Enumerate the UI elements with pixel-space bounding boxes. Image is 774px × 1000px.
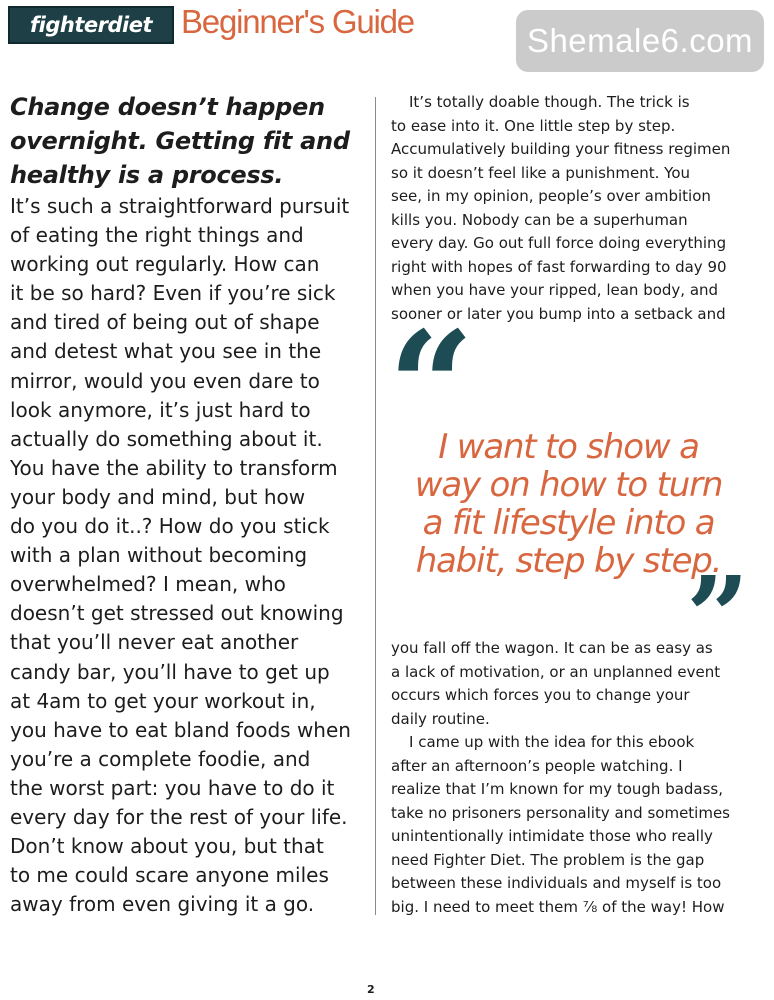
pull-quote-line: I want to show a: [438, 427, 699, 467]
body-line: It’s such a straightforward pursuit: [10, 194, 350, 218]
body-line: a lack of motivation, or an unplanned event: [391, 662, 721, 681]
body-line: you’re a complete foodie, and: [10, 746, 311, 771]
body-line: every day for the rest of your life.: [10, 804, 348, 829]
watermark: [516, 10, 764, 72]
left-body-text: [10, 192, 365, 919]
body-line: at 4am to get your workout in,: [10, 688, 316, 713]
body-line: do you do it..? How do you stick: [10, 514, 330, 539]
lead-line: Change doesn’t happen: [10, 93, 325, 121]
body-line: occurs which forces you to change your: [391, 686, 690, 704]
body-line: kills you. Nobody can be a superhuman: [391, 210, 688, 229]
body-line: you have to eat bland foods when: [10, 717, 351, 742]
page-number: 2: [367, 983, 375, 996]
body-line: it be so hard? Even if you’re sick: [10, 281, 336, 306]
body-line: and tired of being out of shape: [10, 310, 320, 335]
body-line: to me could scare anyone miles: [10, 863, 329, 888]
body-line: realize that I’m known for my tough badass,: [391, 780, 724, 798]
right-bottom-text: [391, 637, 751, 919]
body-line: You have the ability to transform: [10, 455, 338, 480]
body-line: and detest what you see in the: [10, 339, 322, 364]
brand-logo: [8, 6, 174, 44]
column-divider: [375, 97, 376, 915]
body-line: big. I need to meet them ⅞ of the way! How: [391, 897, 725, 916]
body-line: I came up with the idea for this ebook: [409, 733, 695, 751]
body-line: take no prisoners personality and sometimes: [391, 803, 731, 822]
pull-quote-line: habit, step by step.: [415, 541, 722, 581]
body-line: see, in my opinion, people’s over ambition: [391, 187, 711, 205]
guide-title: Beginner's Guide: [181, 3, 414, 40]
open-quote-icon: “: [388, 299, 457, 475]
body-line: Don’t know about you, but that: [10, 834, 324, 859]
right-top-text: [391, 91, 751, 326]
body-line: sooner or later you bump into a setback and: [391, 304, 726, 323]
body-line: overwhelmed? I mean, who: [10, 572, 286, 597]
body-line: when you have your ripped, lean body, and: [391, 281, 719, 299]
body-line: need Fighter Diet. The problem is the gap: [391, 850, 705, 869]
body-line: to ease into it. One little step by step.: [391, 116, 676, 135]
body-line: after an afternoon’s people watching. I: [391, 756, 683, 775]
body-line: working out regularly. How can: [10, 252, 320, 277]
body-line: every day. Go out full force doing everything: [391, 234, 727, 252]
body-line: look anymore, it’s just hard to: [10, 397, 311, 422]
lead-line: overnight. Getting fit and: [10, 127, 350, 155]
body-line: with a plan without becoming: [10, 543, 308, 568]
close-quote-icon: ”: [686, 552, 736, 681]
body-line: daily routine.: [391, 709, 490, 728]
lead-heading: [10, 90, 365, 192]
body-line: candy bar, you’ll have to get up: [10, 659, 330, 684]
body-line: Accumulatively building your fitness regimen: [391, 140, 731, 158]
lead-line: healthy is a process.: [10, 161, 284, 189]
body-line: mirror, would you even dare to: [10, 368, 320, 393]
body-line: doesn’t get stressed out knowing: [10, 601, 344, 626]
body-line: the worst part: you have to do it: [10, 775, 335, 800]
body-line: you fall off the wagon. It can be as easy as: [391, 639, 713, 657]
body-line: your body and mind, but how: [10, 484, 306, 509]
body-line: actually do something about it.: [10, 426, 323, 451]
brand-name: fighterdiet: [30, 13, 152, 37]
body-line: so it doesn’t feel like a punishment. You: [391, 163, 691, 182]
body-line: right with hopes of fast forwarding to day 90: [391, 257, 727, 276]
watermark-text: Shemale6.com: [526, 22, 754, 59]
body-line: that you’ll never eat another: [10, 630, 299, 655]
pull-quote-line: way on how to turn: [414, 465, 723, 505]
body-line: unintentionally intimidate those who really: [391, 827, 713, 845]
body-line: away from even giving it a go.: [10, 892, 315, 917]
body-line: between these individuals and myself is too: [391, 874, 722, 892]
body-line: of eating the right things and: [10, 223, 304, 248]
pull-quote-line: a fit lifestyle into a: [422, 503, 715, 543]
left-column: [10, 90, 365, 919]
body-line: It’s totally doable though. The trick is: [409, 93, 690, 111]
